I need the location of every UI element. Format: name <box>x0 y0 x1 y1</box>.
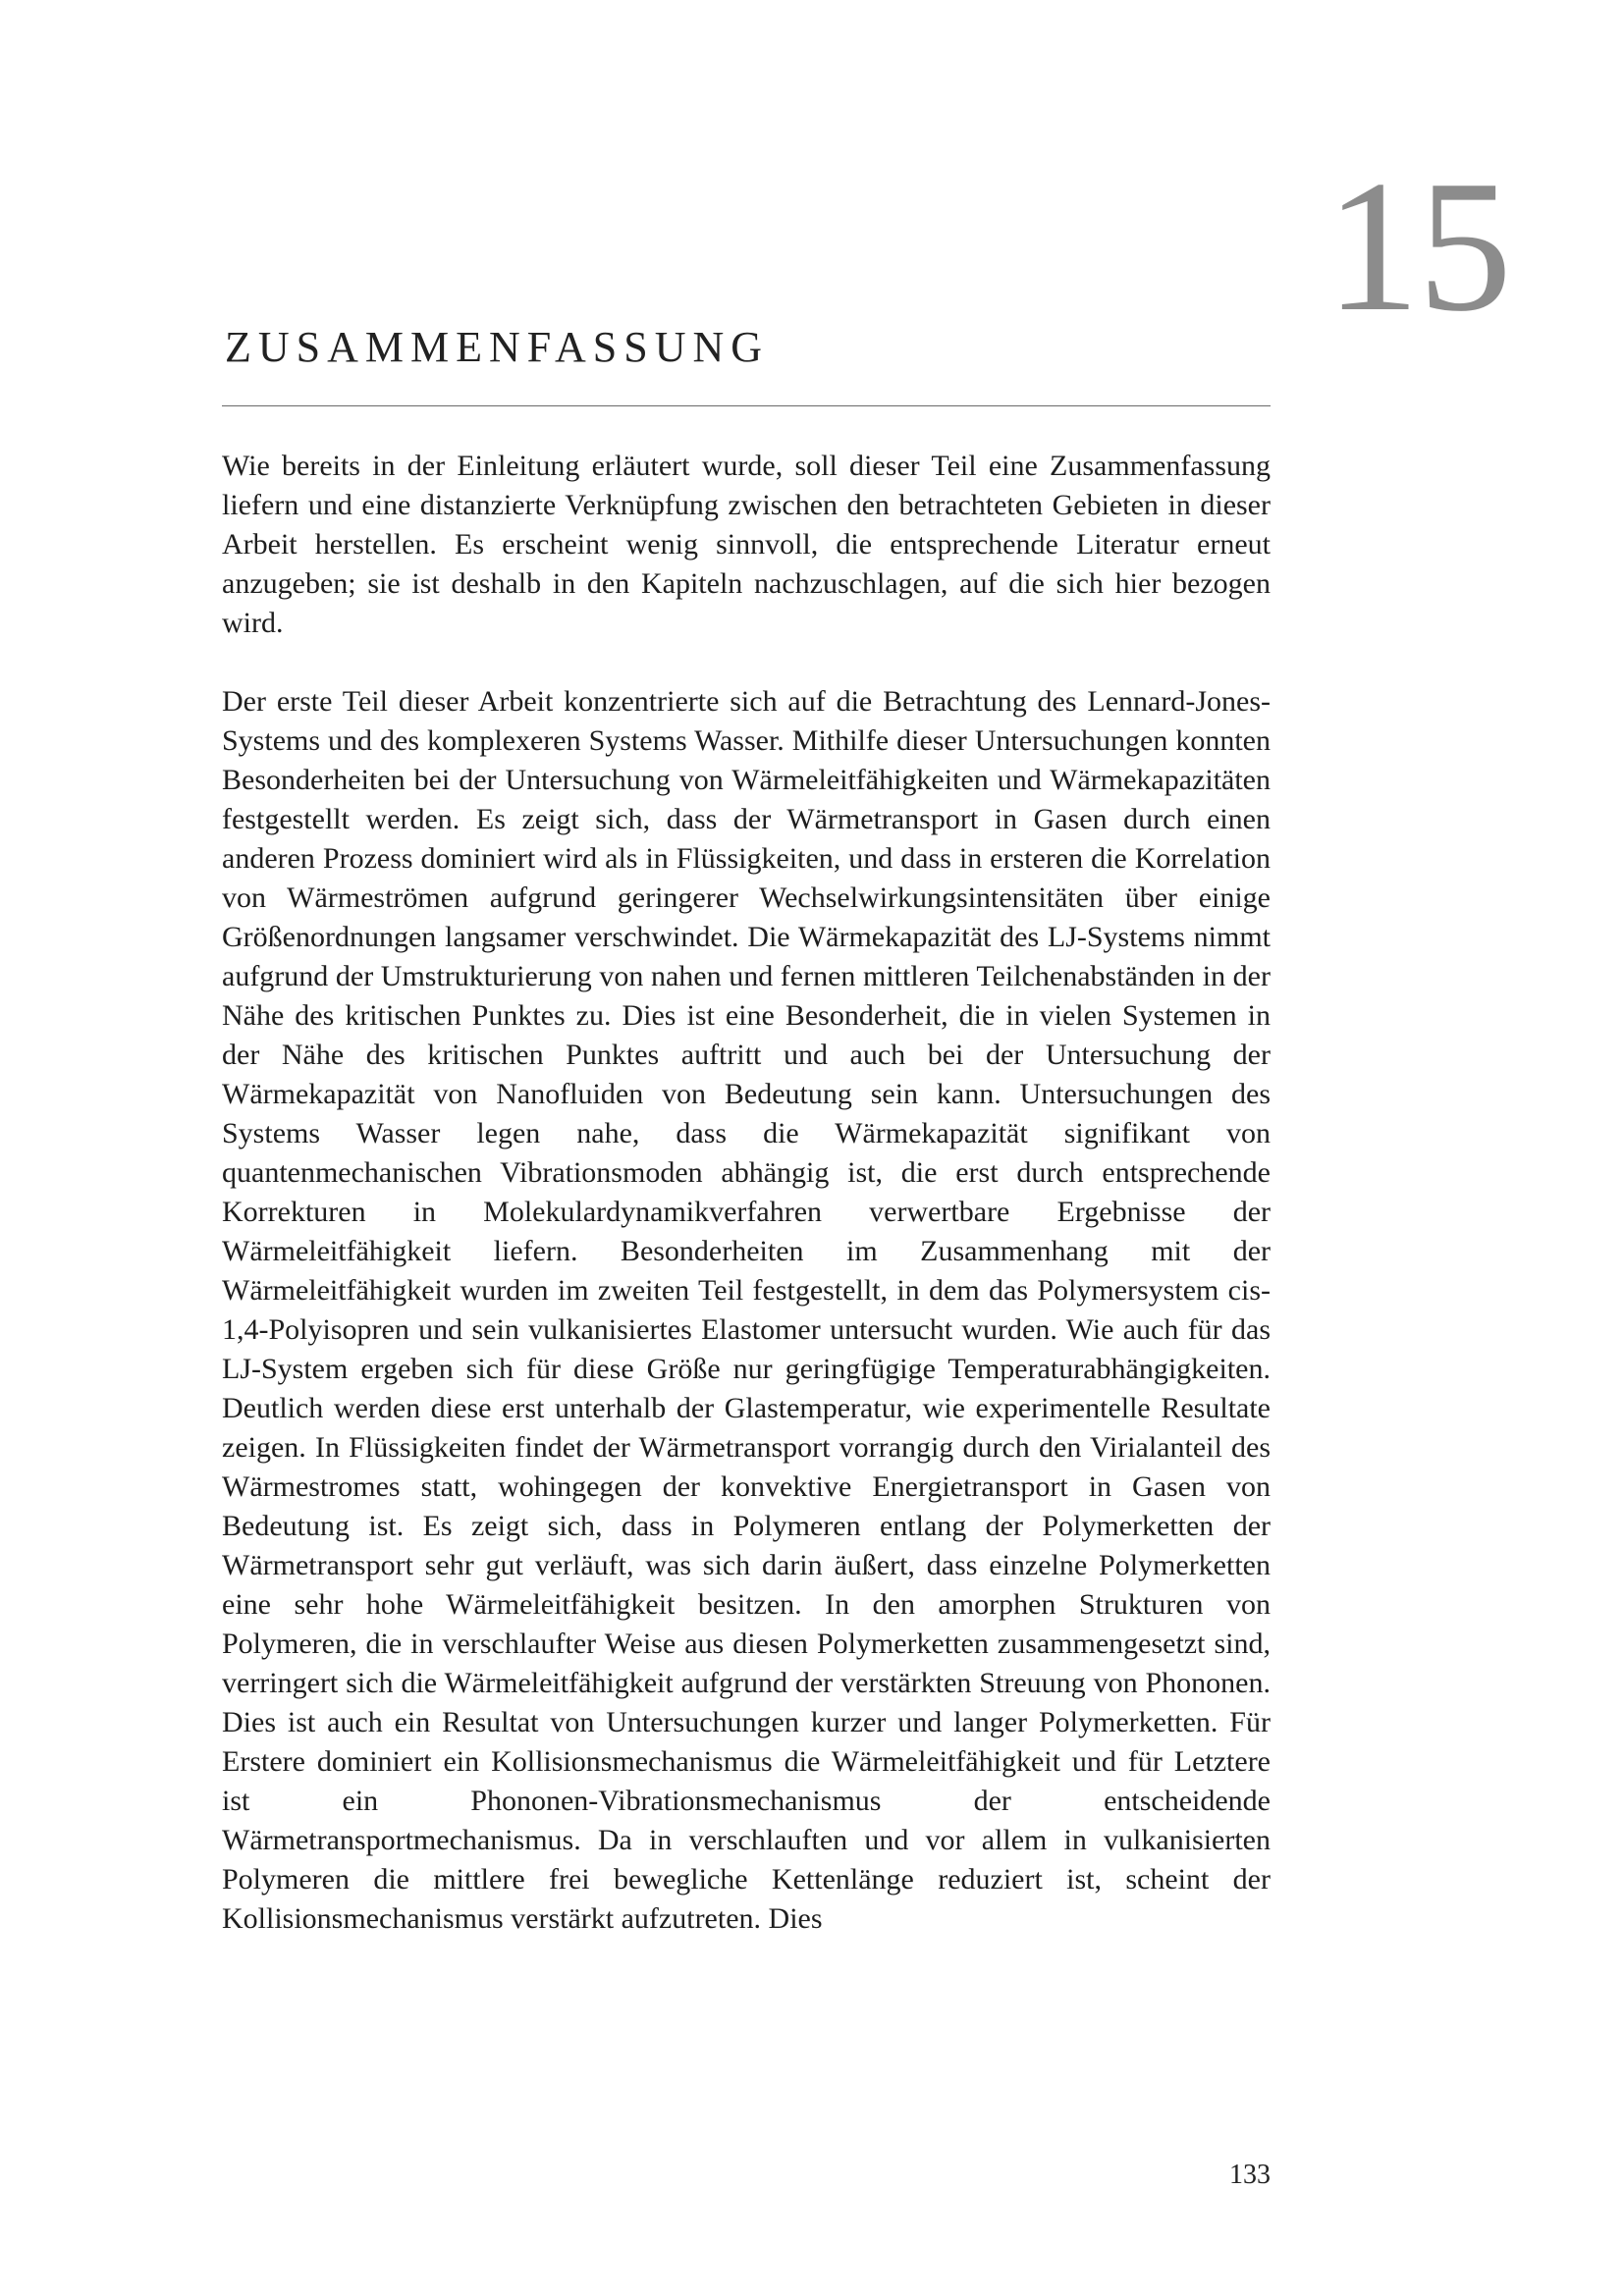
title-rule <box>222 405 1271 406</box>
body-text <box>222 447 1271 1939</box>
chapter-title: ZUSAMMENFASSUNG <box>225 323 770 371</box>
chapter-number: 15 <box>1326 141 1510 350</box>
paragraph: Der erste Teil dieser Arbeit konzentrierte sich auf die Betrachtung des Lennard-Jones-Systems und des komplexeren Systems Wasser. Mithilfe dieser Untersuchungen konnten Besonderheiten bei der Untersuchung von Wärmeleitfähigkeiten und Wärmekapazitäten festgestellt werden. Es zeigt sich, dass der Wärmetransport in Gasen durch einen anderen Prozess dominiert wird als in Flüssigkeiten, und dass in ersteren die Korrelation von Wärmeströmen aufgrund geringerer Wechselwirkungsintensitäten über einige Größenordnungen langsamer verschwindet. Die Wärmekapazität des LJ-Systems nimmt aufgrund der Umstrukturierung von nahen und fernen mittleren Teilchenabständen in der Nähe des kritischen Punktes zu. Dies ist eine Besonderheit, die in vielen Systemen in der Nähe des kritischen Punktes auftritt und auch bei der Untersuchung der Wärmekapazität von Nanofluiden von Bedeutung sein kann. Untersuchungen des Systems Wasser legen nahe, dass die Wärmekapazität signifikant von quantenmechanischen Vibrationsmoden abhängig ist, die erst durch entsprechende Korrekturen in Molekulardynamikverfahren verwertbare Ergebnisse der Wärmeleitfähigkeit liefern. Besonderheiten im Zusammenhang mit der Wärmeleitfähigkeit wurden im zweiten Teil festgestellt, in dem das Polymersystem cis-1,4-Polyisopren und sein vulkanisiertes Elastomer untersucht wurden. Wie auch für das LJ-System ergeben sich für diese Größe nur geringfügige Temperaturabhängigkeiten. Deutlich werden diese erst unterhalb der Glastemperatur, wie experimentelle Resultate zeigen. In Flüssigkeiten findet der Wärmetransport vorrangig durch den Virialanteil des Wärmestromes statt, wohingegen der konvektive Energietransport in Gasen von Bedeutung ist. Es zeigt sich, dass in Polymeren entlang der Polymerketten der Wärmetransport sehr gut verläuft, was sich darin äußert, dass einzelne Polymerketten eine sehr hohe Wärmeleitfähigkeit besitzen. In den amorphen Strukturen von Polymeren, die in verschlaufter Weise aus diesen Polymerketten zusammengesetzt sind, verringert sich die Wärmeleitfähigkeit aufgrund der verstärkten Streuung von Phononen. Dies ist auch ein Resultat von Untersuchungen kurzer und langer Polymerketten. Für Erstere dominiert ein Kollisionsmechanismus die Wärmeleitfähigkeit und für Letztere ist ein Phononen-Vibrationsmechanismus der entscheidende Wärmetransportmechanismus. Da in verschlauften und vor allem in vulkanisierten Polymeren die mittlere frei bewegliche Kettenlänge reduziert ist, scheint der Kollisionsmechanismus verstärkt aufzutreten. Dies <box>222 685 1271 1935</box>
page-number: 133 <box>1229 2160 1271 2190</box>
paragraph: Wie bereits in der Einleitung erläutert wurde, soll dieser Teil eine Zusammenfassung liefern und eine distanzierte Verknüpfung zwischen den betrachteten Gebieten in dieser Arbeit herstellen. Es erscheint wenig sinnvoll, die entsprechende Literatur erneut anzugeben; sie ist deshalb in den Kapiteln nachzuschlagen, auf die sich hier bezogen wird. <box>222 450 1271 639</box>
